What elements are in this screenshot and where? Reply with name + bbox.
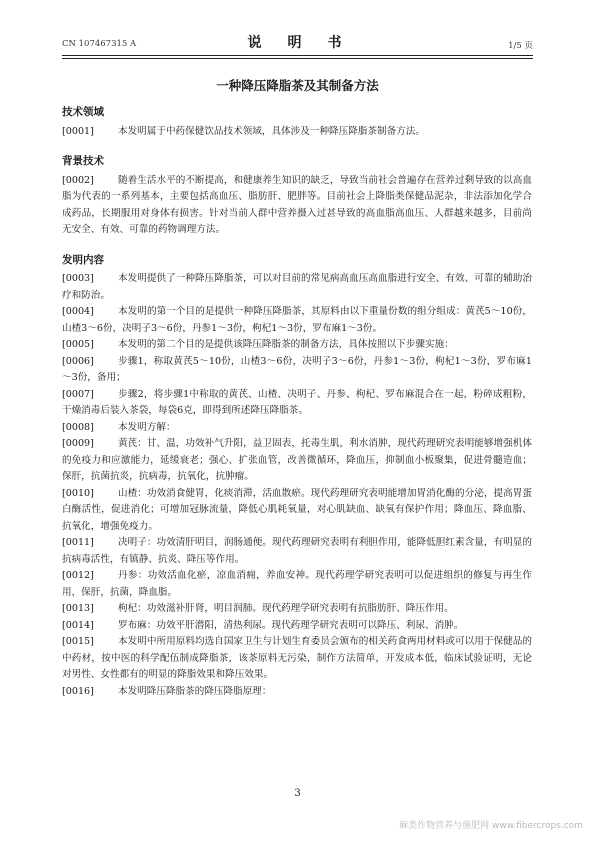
paragraph-number: [0011] bbox=[62, 537, 94, 548]
paragraph bbox=[62, 684, 532, 701]
paragraph bbox=[62, 436, 532, 486]
paragraph bbox=[62, 124, 532, 141]
paragraph-text: 步骤1，称取黄芪5～10份，山楂3～6份，决明子3～6份，丹参1～3份，枸杞1～3份，罗布麻1～3份，备用； bbox=[62, 355, 532, 383]
paragraph bbox=[62, 601, 532, 618]
paragraph bbox=[62, 271, 532, 304]
paragraph bbox=[62, 618, 532, 635]
paragraph-text: 决明子：功效清肝明目，润肠通便。现代药理研究表明有利胆作用，能降低胆红素含量，有明显的抗病毒活性，有镇静、抗炎、降压等作用。 bbox=[62, 537, 532, 565]
paragraph-number: [0006] bbox=[62, 355, 94, 367]
paragraph bbox=[62, 634, 532, 684]
paragraph-number: [0014] bbox=[62, 619, 94, 631]
paragraph bbox=[62, 354, 532, 387]
paragraph bbox=[62, 486, 532, 536]
paragraph-number: [0003] bbox=[62, 273, 94, 284]
paragraph bbox=[62, 173, 532, 239]
paragraph-number: [0001] bbox=[62, 125, 94, 137]
watermark: 麻类作物营养与施肥网 www.fibercrops.com bbox=[399, 821, 583, 831]
paragraph bbox=[62, 568, 532, 601]
page-number: 3 bbox=[294, 788, 301, 799]
paragraph bbox=[62, 337, 532, 354]
paragraph-text: 本发明提供了一种降压降脂茶，可以对目前的常见病高血压高血脂进行安全、有效、可靠的辅助治疗和防治。 bbox=[62, 273, 532, 301]
paragraph-number: [0010] bbox=[62, 487, 94, 499]
section-heading: 技术领域 bbox=[62, 106, 104, 118]
paragraph-text: 本发明的第二个目的是提供该降压降脂茶的制备方法，具体按照以下步骤实施： bbox=[118, 339, 454, 350]
document-body bbox=[62, 104, 532, 700]
paragraph-text: 枸杞：功效滋补肝肾，明目润肺。现代药理学研究表明有抗脂肪肝、降压作用。 bbox=[118, 603, 454, 614]
paragraph-text: 黄芪：甘、温，功效补气升阳，益卫固表，托毒生肌，利水消肿，现代药理研究表明能够增强机体的免疫力和应激能力，延缓衰老；强心、扩张血管，改善微循环，降血压，抑制血小板聚集，促进骨髓造血；保肝，抗菌抗炎，抗病毒，抗氧化，抗肿瘤。 bbox=[62, 438, 532, 482]
paragraph-text: 本发明中所用原料均选自国家卫生与计划生育委员会颁布的相关药食两用材料或可以用于保健品的中药材，按中医的科学配伍制成降脂茶，该茶原料无污染，制作方法简单，开发成本低，临床试验证明，无论对男性、女性都有的明显的降脂效果和降压效果。 bbox=[62, 636, 532, 680]
paragraph-text: 本发明方解： bbox=[118, 421, 176, 433]
paragraph bbox=[62, 304, 532, 337]
paragraph bbox=[62, 387, 532, 420]
paragraph-number: [0012] bbox=[62, 570, 94, 581]
paragraph-number: [0009] bbox=[62, 438, 94, 449]
document-type: 说 明 书 bbox=[247, 35, 348, 51]
paragraph-number: [0007] bbox=[62, 388, 94, 400]
paragraph-text: 山楂：功效消食健胃，化痰消滞，活血散瘀。现代药理研究表明能增加胃消化酶的分泌，提高胃蛋白酶活性，促进消化；可增加冠脉流量，降低心肌耗氧量，对心肌缺血、缺氧有保护作用；降血压、降血脂、抗氧化，增强免疫力。 bbox=[62, 487, 532, 532]
paragraph-number: [0005] bbox=[62, 339, 94, 350]
paragraph-number: [0016] bbox=[62, 685, 94, 697]
header-rule-double bbox=[62, 58, 533, 59]
page-indicator: 1/5 页 bbox=[508, 41, 533, 51]
paragraph-text: 本发明属于中药保健饮品技术领域，具体涉及一种降压降脂茶制备方法。 bbox=[118, 125, 425, 137]
paragraph-number: [0008] bbox=[62, 421, 94, 433]
paragraph bbox=[62, 535, 532, 568]
patent-number: CN 107467315 A bbox=[62, 39, 137, 49]
paragraph bbox=[62, 420, 532, 437]
section-gap bbox=[62, 140, 532, 153]
paragraph-number: [0015] bbox=[62, 636, 94, 647]
paragraph-text: 本发明降压降脂茶的降压降脂原理： bbox=[118, 685, 272, 697]
paragraph-text: 丹参：功效活血化瘀，凉血消痈，养血安神。现代药理学研究表明可以促进组织的修复与再生作用，保肝，抗菌，降血脂。 bbox=[62, 570, 532, 598]
page-header bbox=[62, 28, 533, 58]
paragraph-text: 罗布麻：功效平肝潜阳，清热利尿。现代药理学研究表明可以降压、利尿、消肿。 bbox=[118, 619, 464, 631]
document-title: 一种降压降脂茶及其制备方法 bbox=[216, 78, 379, 93]
section-gap bbox=[62, 239, 532, 252]
header-rule bbox=[62, 55, 533, 56]
paragraph-number: [0013] bbox=[62, 603, 94, 614]
paragraph-number: [0002] bbox=[62, 174, 94, 186]
section-heading: 发明内容 bbox=[62, 253, 104, 266]
paragraph-text: 本发明的第一个目的是提供一种降压降脂茶，其原料由以下重量份数的组分组成：黄芪5～10份，山楂3～6份，决明子3～6份，丹参1～3份，枸杞1～3份，罗布麻1～3份。 bbox=[62, 306, 532, 334]
section-heading: 背景技术 bbox=[62, 155, 104, 167]
paragraph-text: 随着生活水平的不断提高，和健康养生知识的缺乏，导致当前社会普遍存在营养过剩导致的以高血脂为代表的一系列基本，主要包括高血压、脂肪肝、肥胖等。目前社会上降脂类保健品泥杂，非法添加化学合成药品，长期服用对身体有损害。针对当前人群中营养摄入过甚导致的高血脂高血压、人群越来越多，目前尚无安全、有效、可靠的药物调理方法。 bbox=[62, 174, 532, 235]
paragraph-number: [0004] bbox=[62, 306, 94, 317]
paragraph-text: 步骤2，将步骤1中称取的黄芪、山楂、决明子、丹参、枸杞、罗布麻混合在一起，粉碎成粗粉，干燥消毒后装入茶袋，每袋6克，即得到所述降压降脂茶。 bbox=[62, 388, 532, 416]
